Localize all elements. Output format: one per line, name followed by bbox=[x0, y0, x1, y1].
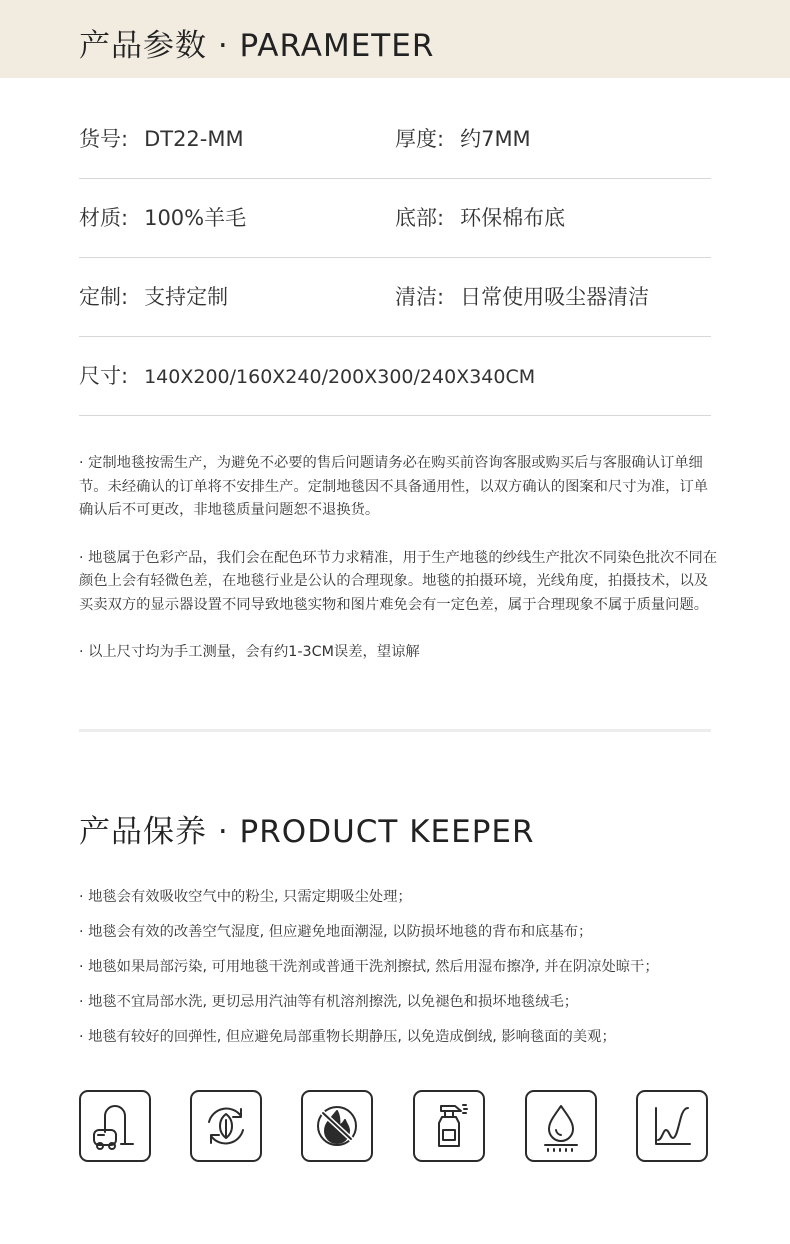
param-label: 厚度: bbox=[395, 127, 445, 151]
param-row bbox=[79, 337, 711, 416]
notes bbox=[79, 452, 719, 689]
param-cell bbox=[79, 258, 228, 336]
param-label: 尺寸: bbox=[79, 364, 129, 388]
note-text: · 定制地毯按需生产，为避免不必要的售后问题请务必在购买前咨询客服或购买后与客服确认订单细节。未经确认的订单将不安排生产。定制地毯因不具备通用性，以双方确认的图案和尺寸为准，订单确认后不可更改，非地毯质量问题恕不退换货。 bbox=[79, 455, 709, 518]
care-item: · 地毯会有效的改善空气湿度, 但应避免地面潮湿, 以防损坏地毯的背布和底基布； bbox=[79, 924, 593, 940]
keeper-title: 产品保养 · PRODUCT KEEPER bbox=[79, 814, 535, 850]
param-value: 支持定制 bbox=[144, 285, 229, 309]
care-list bbox=[79, 886, 729, 1061]
resilience-curve-icon bbox=[636, 1090, 708, 1162]
param-label: 清洁: bbox=[395, 285, 445, 309]
care-item: · 地毯不宜局部水洗, 更切忌用汽油等有机溶剂擦洗, 以免褪色和损坏地毯绒毛； bbox=[79, 994, 579, 1010]
param-label: 定制: bbox=[79, 285, 129, 309]
note-text: · 以上尺寸均为手工测量，会有约1-3CM误差，望谅解 bbox=[79, 644, 420, 660]
note-text: · 地毯属于色彩产品，我们会在配色环节力求精准，用于生产地毯的纱线生产批次不同染色批次不同在颜色上会有轻微色差，在地毯行业是公认的合理现象。地毯的拍摄环境，光线角度，拍摄技术，以及买卖双方的显示器设置不同导致地毯实物和图片难免会有一定色差，属于合理现象不属于质量问题。 bbox=[79, 549, 718, 613]
care-item: · 地毯会有效吸收空气中的粉尘, 只需定期吸尘处理； bbox=[79, 889, 412, 905]
no-fire-icon bbox=[301, 1090, 373, 1162]
param-value: 约7MM bbox=[460, 127, 531, 151]
param-cell bbox=[395, 100, 531, 178]
spray-bottle-icon bbox=[413, 1090, 485, 1162]
care-item: · 地毯有较好的回弹性, 但应避免局部重物长期静压, 以免造成倒绒, 影响毯面的美观； bbox=[79, 1029, 616, 1045]
vacuum-cleaner-icon bbox=[79, 1090, 151, 1162]
param-label: 货号: bbox=[79, 127, 129, 151]
param-value: 140X200/160X240/200X300/240X340CM bbox=[144, 366, 536, 388]
param-cell bbox=[79, 337, 535, 415]
param-cell bbox=[395, 258, 649, 336]
moisture-drop-icon bbox=[525, 1090, 597, 1162]
param-row bbox=[79, 100, 711, 179]
param-cell bbox=[79, 100, 244, 178]
param-value: 环保棉布底 bbox=[460, 206, 566, 230]
param-row bbox=[79, 179, 711, 258]
eco-recycle-icon bbox=[190, 1090, 262, 1162]
param-row bbox=[79, 258, 711, 337]
parameter-title: 产品参数 · PARAMETER bbox=[79, 28, 435, 64]
param-value: 100%羊毛 bbox=[144, 206, 247, 230]
param-label: 材质: bbox=[79, 206, 129, 230]
param-value: DT22-MM bbox=[144, 127, 244, 151]
care-item: · 地毯如果局部污染, 可用地毯干洗剂或普通干洗剂擦拭, 然后用湿布擦净, 并在阴凉处晾干； bbox=[79, 959, 659, 975]
param-label: 底部: bbox=[395, 206, 445, 230]
param-value: 日常使用吸尘器清洁 bbox=[460, 285, 650, 309]
param-cell bbox=[79, 179, 246, 257]
param-cell bbox=[395, 179, 565, 257]
section-divider bbox=[79, 729, 711, 732]
